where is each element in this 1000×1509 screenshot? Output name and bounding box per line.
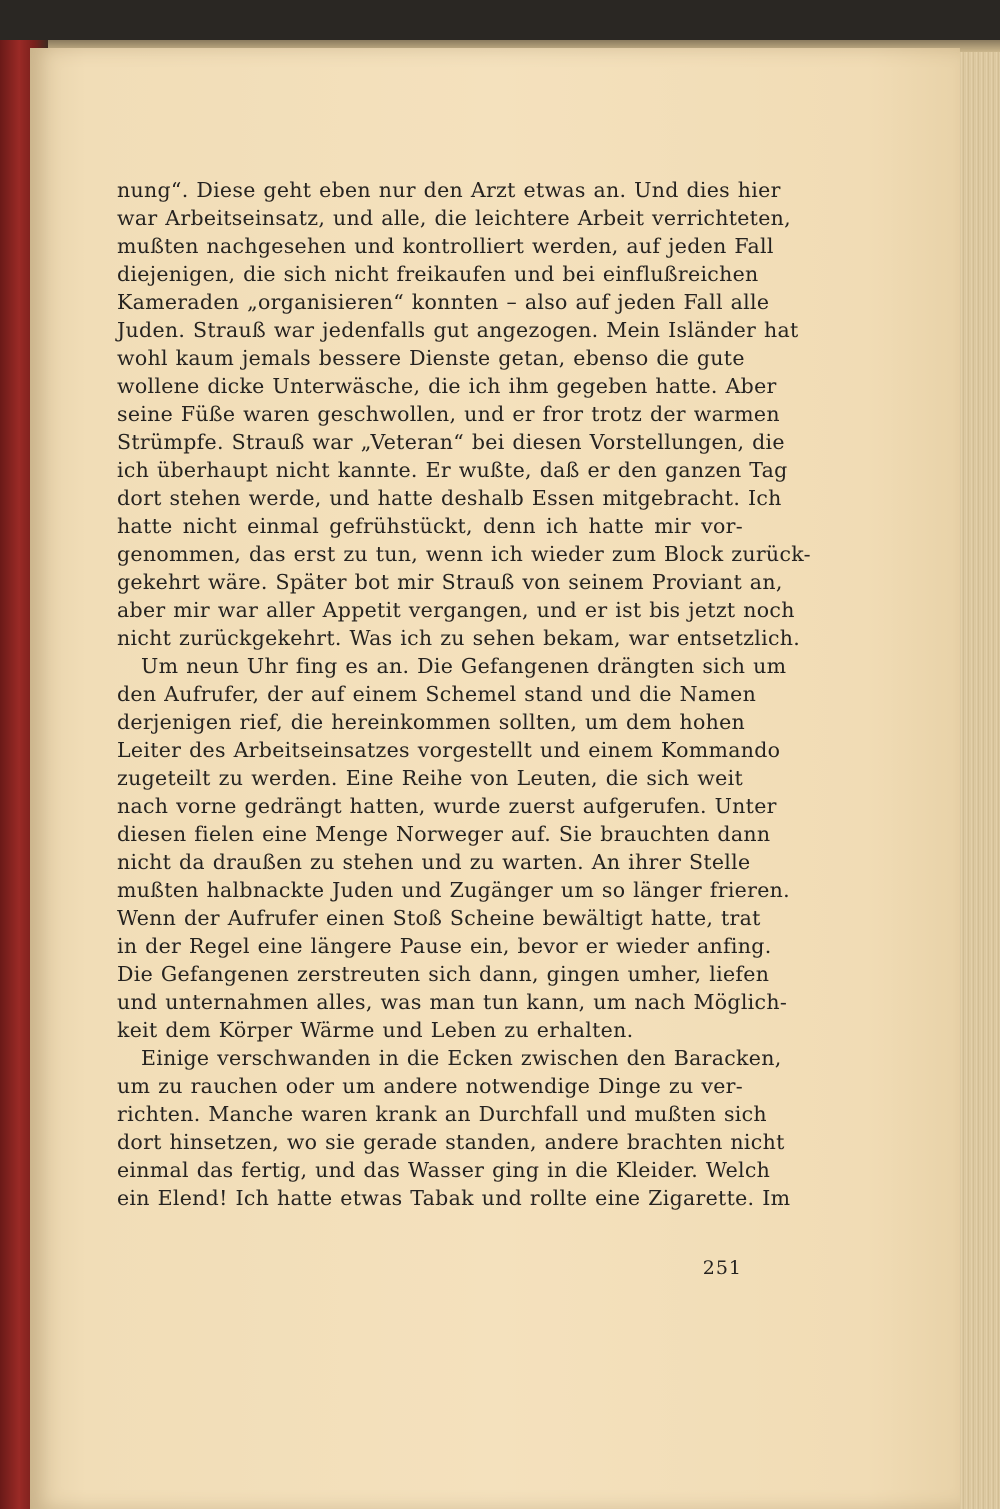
text-line: zugeteilt zu werden. Eine Reihe von Leuten, die sich weit (117, 766, 743, 790)
text-line: in der Regel eine längere Pause ein, bevor er wieder anfing. (117, 934, 772, 958)
text-line: nicht da draußen zu stehen und zu warten. An ihrer Stelle (117, 850, 751, 874)
text-line: nung“. Diese geht eben nur den Arzt etwas an. Und dies hier (117, 178, 781, 202)
text-line: und unternahmen alles, was man tun kann, um nach Möglich- (117, 990, 788, 1014)
text-line: wohl kaum jemals bessere Dienste getan, ebenso die gute (117, 346, 745, 370)
text-line: mußten halbnackte Juden und Zugänger um so länger frieren. (117, 878, 790, 902)
page-body-text (117, 176, 811, 1212)
text-line: Kameraden „organisieren“ konnten – also auf jeden Fall alle (117, 290, 770, 314)
text-line: dort hinsetzen, wo sie gerade standen, andere brachten nicht (117, 1130, 785, 1154)
text-line: den Aufrufer, der auf einem Schemel stand und die Namen (117, 682, 757, 706)
text-line: ein Elend! Ich hatte etwas Tabak und rollte eine Zigarette. Im (117, 1186, 791, 1210)
text-line: Wenn der Aufrufer einen Stoß Scheine bewältigt hatte, trat (117, 906, 761, 930)
text-line: nicht zurückgekehrt. Was ich zu sehen bekam, war entsetzlich. (117, 626, 801, 650)
text-line: wollene dicke Unterwäsche, die ich ihm gegeben hatte. Aber (117, 374, 777, 398)
text-line: Die Gefangenen zerstreuten sich dann, gingen umher, liefen (117, 962, 770, 986)
text-line: ich überhaupt nicht kannte. Er wußte, daß er den ganzen Tag (117, 458, 788, 482)
text-line: dort stehen werde, und hatte deshalb Essen mitgebracht. Ich (117, 486, 782, 510)
text-line: seine Füße waren geschwollen, und er fror trotz der warmen (117, 402, 780, 426)
text-line: hatte nicht einmal gefrühstückt, denn ich hatte mir vor- (117, 514, 743, 538)
page-number: 251 (702, 1257, 742, 1279)
text-line: diesen fielen eine Menge Norweger auf. Sie brauchten dann (117, 822, 771, 846)
text-line: um zu rauchen oder um andere notwendige Dinge zu ver- (117, 1074, 743, 1098)
text-line: genommen, das erst zu tun, wenn ich wieder zum Block zurück- (117, 542, 811, 566)
text-line: diejenigen, die sich nicht freikaufen und bei einflußreichen (117, 262, 759, 286)
text-line: Leiter des Arbeitseinsatzes vorgestellt und einem Kommando (117, 738, 781, 762)
text-line: aber mir war aller Appetit vergangen, und er ist bis jetzt noch (117, 598, 795, 622)
text-line: Einige verschwanden in die Ecken zwischen den Baracken, (141, 1046, 782, 1070)
text-line: Um neun Uhr fing es an. Die Gefangenen drängten sich um (141, 654, 787, 678)
text-line: mußten nachgesehen und kontrolliert werden, auf jeden Fall (117, 234, 774, 258)
text-line: nach vorne gedrängt hatten, wurde zuerst aufgerufen. Unter (117, 794, 777, 818)
text-line: einmal das fertig, und das Wasser ging in die Kleider. Welch (117, 1158, 771, 1182)
text-line: derjenigen rief, die hereinkommen sollten, um dem hohen (117, 710, 746, 734)
text-line: gekehrt wäre. Später bot mir Strauß von seinem Proviant an, (117, 570, 783, 594)
text-line: richten. Manche waren krank an Durchfall und mußten sich (117, 1102, 767, 1126)
text-line: keit dem Körper Wärme und Leben zu erhalten. (117, 1018, 634, 1042)
text-line: Juden. Strauß war jedenfalls gut angezogen. Mein Isländer hat (117, 318, 799, 342)
text-line: Strümpfe. Strauß war „Veteran“ bei diesen Vorstellungen, die (117, 430, 785, 454)
text-line: war Arbeitseinsatz, und alle, die leichtere Arbeit verrichteten, (117, 206, 791, 230)
